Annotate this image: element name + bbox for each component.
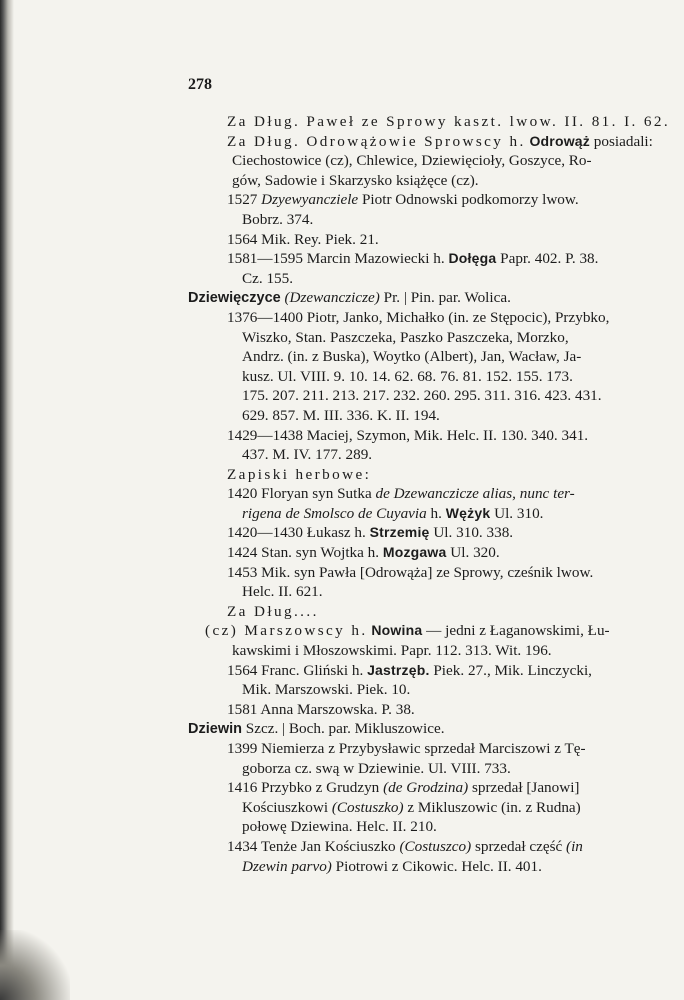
entry-line: 1399 Niemierza z Przybysławic sprzedał Marciszowi z Tę- xyxy=(227,740,586,757)
entry-line: goborza cz. swą w Dziewinie. Ul. VIII. 733. xyxy=(242,759,511,777)
entry-line: Za Dług. Odrowążowie Sprowscy h. Odrowąż posiadali: xyxy=(227,132,653,150)
entry-line: (cz) Marszowscy h. Nowina — jedni z Łaganowskimi, Łu- xyxy=(205,622,610,640)
entry-line: 1429—1438 Maciej, Szymon, Mik. Helc. II. 130. 340. 341. xyxy=(227,426,589,444)
entry-line: 1424 Stan. syn Wojtka h. Mozgawa Ul. 320. xyxy=(227,544,500,562)
entry-line: Wiszko, Stan. Paszczeka, Paszko Paszczeka, Morzko, xyxy=(242,328,569,346)
entry-line: 1416 Przybko z Grudzyn (de Grodzina) sprzedał [Janowi] xyxy=(227,779,580,797)
page-number: 278 xyxy=(188,76,212,93)
entry-line: Dzewin parvo) Piotrowi z Cikowic. Helc. II. 401. xyxy=(242,857,542,875)
entry-line: 437. M. IV. 177. 289. xyxy=(242,446,373,464)
entry-line: kusz. Ul. VIII. 9. 10. 14. 62. 68. 76. 81. 152. 155. 173. xyxy=(242,367,573,385)
headword: Dziewięczyce xyxy=(188,290,281,307)
entry-line: 1434 Tenże Jan Kościuszko (Costuszco) sprzedał część (in xyxy=(227,837,583,855)
entry-line: 1420 Floryan syn Sutka de Dzewanczicze alias, nunc ter- xyxy=(227,485,575,503)
page-body xyxy=(0,112,684,876)
entry-line: 1581—1595 Marcin Mazowiecki h. Dołęga Papr. 402. P. 38. xyxy=(227,250,599,268)
entry-line: Bobrz. 374. xyxy=(242,210,314,228)
headword: Dziewin xyxy=(188,721,242,738)
entry-line: gów, Sadowie i Skarzysko książęce (cz). xyxy=(232,171,479,189)
entry-line: Cz. 155. xyxy=(242,269,294,287)
entry-line: Za Dług.... xyxy=(227,602,319,620)
entry-line: połowę Dziewina. Helc. II. 210. xyxy=(242,818,437,836)
scan-corner-shadow xyxy=(0,930,70,1000)
entry-line: Za Dług. Paweł ze Sprowy kaszt. lwow. II. 81. I. 62. xyxy=(227,113,671,130)
entry-line: Kościuszkowi (Costuszko) z Mikluszowic (in. z Rudna) xyxy=(242,798,581,816)
entry-line: Ciechostowice (cz), Chlewice, Dziewięcioły, Goszyce, Ro- xyxy=(232,152,592,170)
entry-line: 1376—1400 Piotr, Janko, Michałko (in. ze Stępocic), Przybko, xyxy=(227,308,610,326)
section-label: Zapiski herbowe: xyxy=(227,465,372,483)
entry-line: Andrz. (in. z Buska), Woytko (Albert), Jan, Wacław, Ja- xyxy=(242,348,582,366)
entry-line: 1564 Mik. Rey. Piek. 21. xyxy=(227,230,379,248)
entry-line: 1420—1430 Łukasz h. Strzemię Ul. 310. 338. xyxy=(227,524,514,542)
entry-line: rigena de Smolsco de Cuyavia h. Wężyk Ul. 310. xyxy=(242,504,544,522)
entry-line: 1527 Dzyewyancziele Piotr Odnowski podkomorzy lwow. xyxy=(227,191,579,209)
entry-line: 175. 207. 211. 213. 217. 232. 260. 295. 311. 316. 423. 431. xyxy=(242,387,602,405)
entry-line: 1564 Franc. Gliński h. Jastrzęb. Piek. 27., Mik. Linczycki, xyxy=(227,661,592,679)
entry-line: Helc. II. 621. xyxy=(242,583,323,601)
entry-line: Mik. Marszowski. Piek. 10. xyxy=(242,681,411,699)
headword-line: Dziewięczyce (Dzewanczicze) Pr. | Pin. par. Wolica. xyxy=(188,289,511,307)
entry-line: kawskimi i Młoszowskimi. Papr. 112. 313. Wit. 196. xyxy=(232,642,552,660)
headword-line: Dziewin Szcz. | Boch. par. Mikluszowice. xyxy=(188,720,445,738)
entry-line: 1581 Anna Marszowska. P. 38. xyxy=(227,700,415,718)
entry-line: 629. 857. M. III. 336. K. II. 194. xyxy=(242,406,440,424)
entry-line: 1453 Mik. syn Pawła [Odrowąża] ze Sprowy, cześnik lwow. xyxy=(227,563,594,581)
